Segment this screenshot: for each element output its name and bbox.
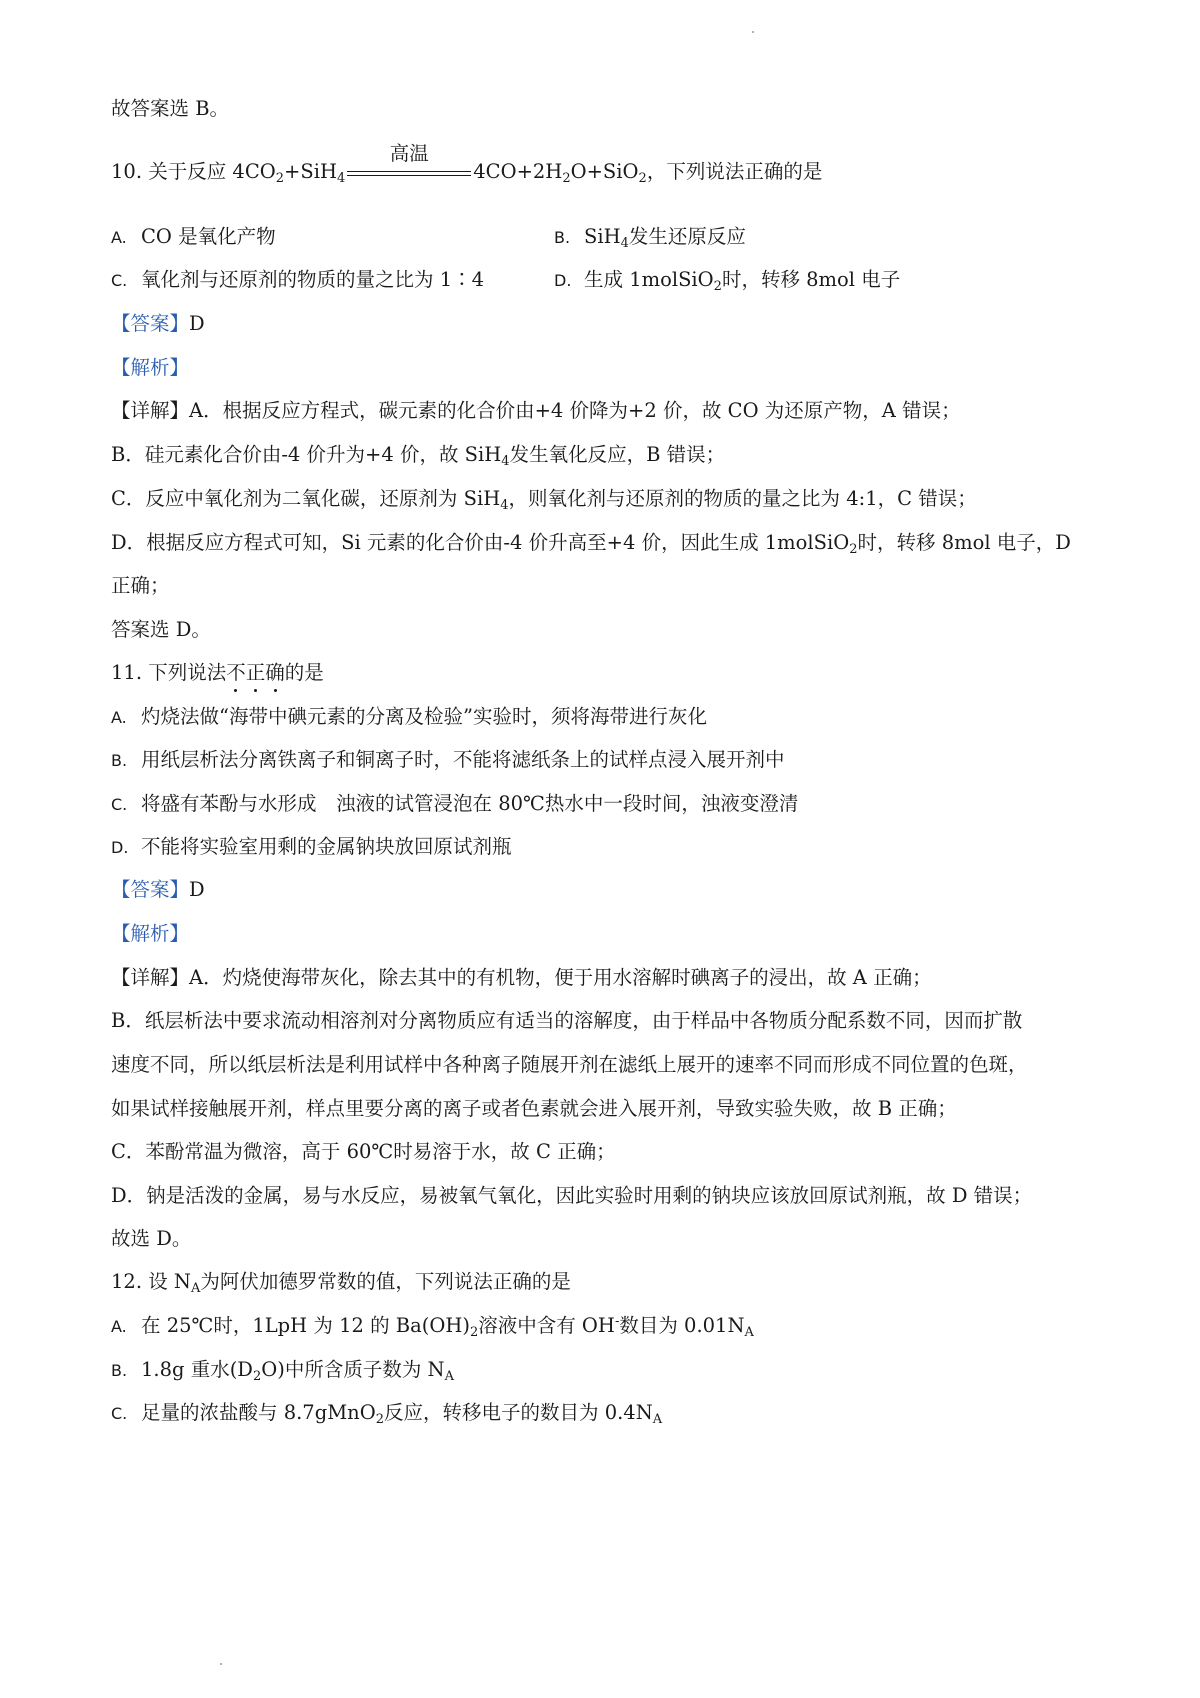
scan-speck (220, 1663, 222, 1665)
subscript: 4 (336, 171, 346, 186)
option-text: 生成 1molSiO (584, 268, 714, 291)
detail-text: A．灼烧使海带灰化，除去其中的有机物，便于用水溶解时碘离子的浸出，故 A 正确； (189, 966, 932, 989)
subscript: A (190, 1281, 201, 1296)
q12-option-c (111, 1400, 662, 1427)
q11-detail-d: D．钠是活泼的金属，易与水反应，易被氧气氧化，因此实验时用剩的钠块应该放回原试剂瓶，故 D 错误； (111, 1184, 1033, 1207)
q10-conclusion: 答案选 D。 (111, 618, 211, 641)
q12-option-b (111, 1357, 454, 1384)
option-letter: B. (111, 1361, 128, 1380)
q10-option-a (111, 224, 276, 251)
answer-value: D (189, 878, 205, 901)
answer-value: D (189, 312, 205, 335)
q11-stem-suffix: 的是 (284, 661, 324, 684)
emphasis-char: 不 (226, 661, 246, 684)
subscript: 2 (713, 279, 722, 294)
option-text: 灼烧法做“海带中碘元素的分离及检验”实验时，须将海带进行灰化 (141, 705, 707, 728)
superscript: - (614, 1314, 620, 1329)
q11-detail-b-line2: 速度不同，所以纸层析法是利用试样中各种离子随展开剂在滤纸上展开的速率不同而形成不同位置的色斑， (111, 1053, 1028, 1076)
q10-answer (111, 311, 205, 337)
q11-detail-b-line3: 如果试样接触展开剂，样点里要分离的离子或者色素就会进入展开剂，导致实验失败，故 B 正确； (111, 1097, 957, 1120)
detail-text: A．根据反应方程式，碳元素的化合价由+4 价降为+2 价，故 CO 为还原产物，A 错误； (189, 399, 961, 422)
q11-option-c (111, 791, 798, 818)
option-letter: D. (554, 271, 572, 290)
subscript: 2 (849, 542, 858, 557)
subscript: A (444, 1369, 454, 1384)
subscript: 2 (252, 1369, 262, 1384)
detail-text: B．硅元素化合价由-4 价升为+4 价，故 SiH (111, 443, 502, 466)
subscript: 2 (469, 1325, 479, 1340)
q10-stem-prefix: 10. 关于反应 4CO (111, 160, 276, 183)
option-letter: A. (111, 1317, 127, 1336)
q10-option-d (554, 267, 900, 294)
formula-text: SiH (584, 225, 621, 248)
q12-stem-suffix: 为阿伏加德罗常数的值，下列说法正确的是 (200, 1270, 571, 1293)
q11-detail-c: C．苯酚常温为微溶，高于 60℃时易溶于水，故 C 正确； (111, 1140, 616, 1163)
option-letter: B. (554, 228, 571, 247)
formula-text: 4CO+2H (473, 160, 563, 183)
option-text: 氧化剂与还原剂的物质的量之比为 1∶4 (141, 268, 485, 291)
option-text: CO 是氧化产物 (141, 225, 276, 248)
emphasis-char: 正 (245, 661, 266, 684)
q11-answer (111, 877, 205, 903)
q11-stem-prefix: 11. 下列说法 (111, 661, 227, 684)
option-text: 用纸层析法分离铁离子和铜离子时，不能将滤纸条上的试样点浸入展开剂中 (141, 748, 785, 771)
q10-stem (111, 142, 823, 186)
q11-stem (111, 660, 324, 686)
q10-detail-c (111, 486, 977, 512)
subscript: 4 (620, 236, 629, 251)
option-text: 不能将实验室用剩的金属钠块放回原试剂瓶 (141, 835, 512, 858)
q10-detail-b (111, 442, 725, 468)
q12-stem-prefix: 12. 设 N (111, 1270, 191, 1293)
detail-text: D．根据反应方程式可知，Si 元素的化合价由-4 价升高至+4 价，因此生成 1molSiO (111, 531, 850, 554)
q11-detail-b-line1: B．纸层析法中要求流动相溶剂对分离物质应有适当的溶解度，由于样品中各物质分配系数不同，因而扩散 (111, 1009, 1023, 1032)
option-text: 1.8g 重水(D (141, 1358, 253, 1381)
subscript: A (652, 1412, 663, 1427)
detail-text: 时，转移 8mol 电子，D (857, 531, 1071, 554)
answer-tag: 【答案】 (111, 878, 190, 901)
q10-stem-suffix: ，下列说法正确的是 (646, 160, 823, 183)
option-text: 反应，转移电子的数目为 0.4N (384, 1401, 653, 1424)
option-text: 溶液中含有 OH (478, 1314, 615, 1337)
detail-text: ，则氧化剂与还原剂的物质的量之比为 4:1，C 错误； (508, 487, 977, 510)
option-letter: A. (111, 228, 127, 247)
q11-option-d (111, 834, 512, 861)
option-letter: C. (111, 271, 128, 290)
q11-option-b (111, 747, 785, 774)
q11-detail-a (111, 965, 932, 991)
detail-tag: 【详解】 (111, 399, 190, 422)
option-letter: B. (111, 751, 128, 770)
q10-analysis-tag: 【解析】 (111, 356, 190, 379)
option-text: 在 25℃时，1LpH 为 12 的 Ba(OH) (141, 1314, 470, 1337)
reaction-arrow-high-temperature (347, 142, 471, 185)
q10-detail-a (111, 398, 961, 424)
detail-text: 发生氧化反应，B 错误； (509, 443, 726, 466)
subscript: 2 (275, 171, 285, 186)
answer-tag: 【答案】 (111, 312, 190, 335)
q12-stem (111, 1269, 571, 1295)
reaction-condition: 高温 (389, 142, 429, 165)
option-text: 数目为 0.01N (619, 1314, 745, 1337)
subscript: 4 (501, 454, 510, 469)
q10-option-b (554, 224, 746, 251)
option-letter: C. (111, 795, 128, 814)
formula-text: O+SiO (570, 160, 639, 183)
emphasis-char: 确 (265, 661, 285, 684)
q12-option-a (111, 1313, 754, 1340)
scan-speck (752, 31, 754, 33)
subscript: A (744, 1325, 754, 1340)
detail-tag: 【详解】 (111, 966, 190, 989)
option-letter: A. (111, 708, 127, 727)
subscript: 4 (500, 498, 509, 513)
detail-text: C．反应中氧化剂为二氧化碳，还原剂为 SiH (111, 487, 501, 510)
q11-option-a (111, 704, 707, 731)
q10-option-c (111, 267, 484, 294)
subscript: 2 (562, 171, 571, 186)
q11-conclusion: 故选 D。 (111, 1227, 192, 1250)
q10-detail-d (111, 530, 1071, 556)
option-text: 将盛有苯酚与水形成 浊液的试管浸泡在 80℃热水中一段时间，浊液变澄清 (141, 792, 799, 815)
previous-answer-ending: 故答案选 B。 (111, 97, 230, 120)
q11-analysis-tag: 【解析】 (111, 922, 190, 945)
option-text: O)中所含质子数为 N (261, 1358, 445, 1381)
option-text: 足量的浓盐酸与 8.7gMnO (141, 1401, 376, 1424)
option-text: 时，转移 8mol 电子 (721, 268, 901, 291)
subscript: 2 (638, 171, 647, 186)
option-letter: D. (111, 838, 129, 857)
option-text: 发生还原反应 (628, 225, 746, 248)
q10-detail-d-continued: 正确； (111, 574, 170, 597)
option-letter: C. (111, 1404, 128, 1423)
subscript: 2 (375, 1412, 384, 1427)
formula-text: +SiH (284, 160, 337, 183)
